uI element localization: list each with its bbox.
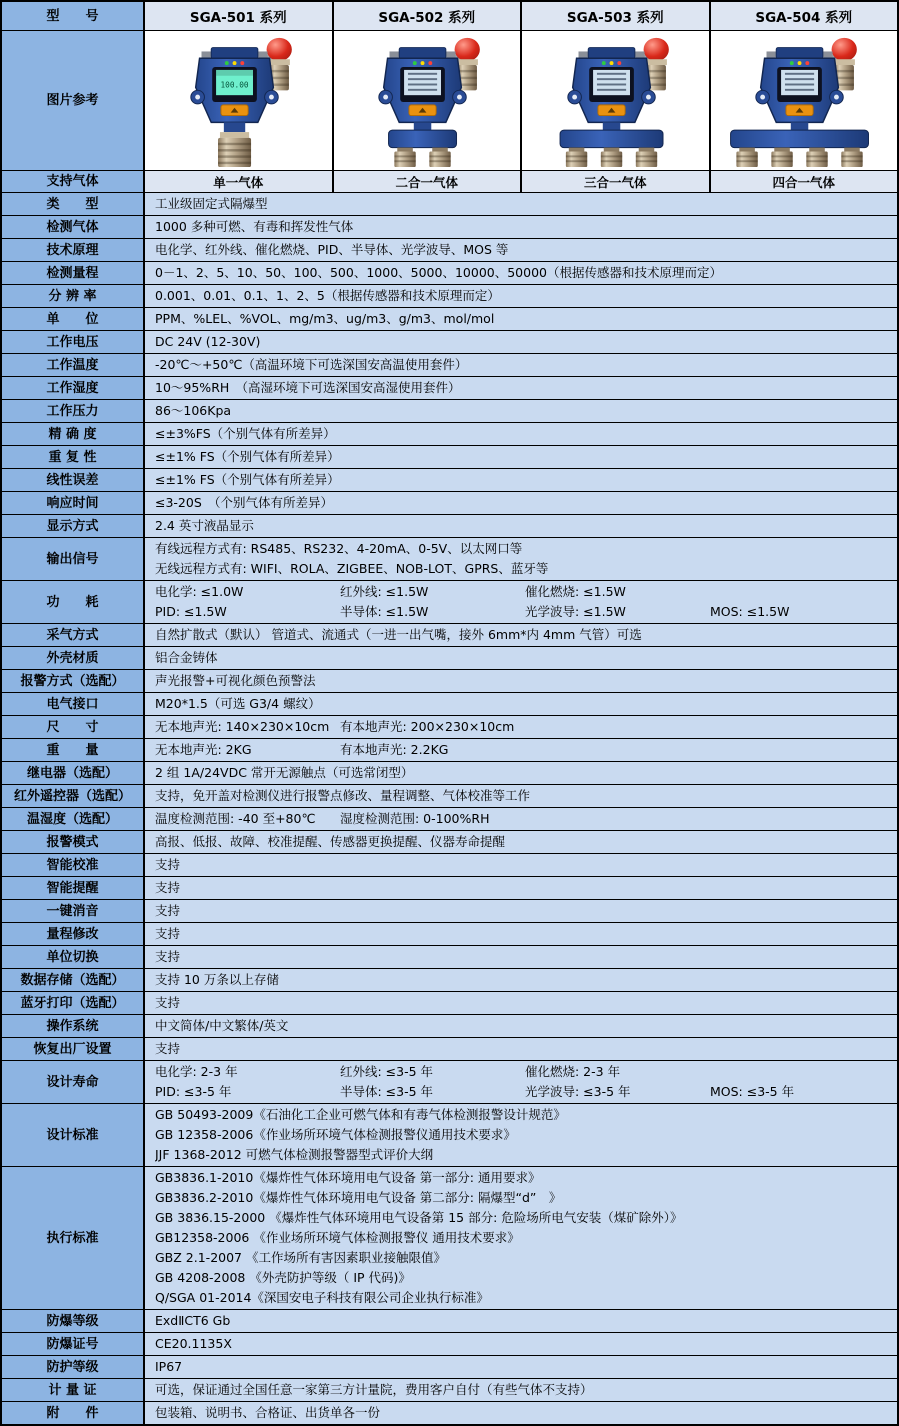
spec-value-segment: 支持: [155, 903, 181, 918]
spec-value-segment: 支持 10 万条以上存储: [155, 972, 279, 987]
gas-detector-image: [151, 33, 326, 169]
row-label: 输出信号: [2, 538, 145, 580]
row-label: 尺 寸: [2, 716, 145, 738]
row-value-cell: [145, 1038, 897, 1060]
spec-value-line: [155, 694, 891, 714]
model-header-2: SGA-502 系列: [334, 2, 523, 30]
spec-value-segment: 支持: [155, 857, 181, 872]
row-value-cell: [145, 1015, 897, 1037]
row-value-cell: [145, 831, 897, 853]
spec-value-line: [155, 378, 891, 398]
spec-row: [2, 739, 897, 762]
gas-type-2: 二合一气体: [334, 171, 523, 192]
spec-value-line: [155, 1188, 891, 1208]
spec-value-line: [155, 947, 891, 967]
spec-value-line: [155, 855, 891, 875]
spec-value-line: [155, 832, 891, 852]
gas-type-1: 单一气体: [145, 171, 334, 192]
spec-value-segment: Q/SGA 01-2014《深国安电子科技有限公司企业执行标准》: [155, 1290, 489, 1305]
spec-value-line: [155, 809, 891, 829]
row-label: 操作系统: [2, 1015, 145, 1037]
row-label-gases: 支持气体: [2, 171, 145, 192]
spec-value-line: [155, 401, 891, 421]
spec-value-segment: 红外线: ≤3-5 年: [340, 1064, 434, 1079]
spec-value-line: [155, 493, 891, 513]
spec-value-segment: 86～106Kpa: [155, 403, 232, 418]
device-image-cell-1: [145, 31, 334, 170]
spec-value-segment: 支持: [155, 926, 181, 941]
spec-value-segment: 电化学、红外线、催化燃烧、PID、半导体、光学波导、MOS 等: [155, 242, 509, 257]
spec-value-segment: 无线远程方式有: WIFI、ROLA、ZIGBEE、NOB-LOT、GPRS、蓝牙等: [155, 561, 549, 576]
spec-value-segment: ≤3-20S （个别气体有所差异）: [155, 495, 334, 510]
row-value-cell: [145, 808, 897, 830]
spec-value-line: [155, 1288, 891, 1308]
row-value-cell: [145, 239, 897, 261]
spec-value-segment: 包装箱、说明书、合格证、出货单各一份: [155, 1405, 381, 1420]
row-label-images: 图片参考: [2, 31, 145, 170]
row-value-cell: [145, 1333, 897, 1355]
spec-value-line: [155, 671, 891, 691]
row-value-cell: [145, 693, 897, 715]
spec-row: [2, 854, 897, 877]
row-label: 工作电压: [2, 331, 145, 353]
spec-value-segment: 催化燃烧: ≤1.5W: [525, 584, 626, 599]
spec-value-line: [155, 1145, 891, 1165]
row-label: 单 位: [2, 308, 145, 330]
spec-value-segment: GB12358-2006 《作业场所环境气体检测报警仪 通用技术要求》: [155, 1230, 520, 1245]
spec-value-line: [155, 901, 891, 921]
spec-row: [2, 1061, 897, 1104]
spec-row: [2, 624, 897, 647]
spec-value-line: [155, 786, 891, 806]
spec-value-segment: 半导体: ≤3-5 年: [340, 1084, 434, 1099]
spec-value-segment: 红外线: ≤1.5W: [340, 584, 429, 599]
row-label: 检测气体: [2, 216, 145, 238]
row-label: 外壳材质: [2, 647, 145, 669]
spec-value-line: [155, 1082, 891, 1102]
spec-value-line: [155, 740, 891, 760]
spec-row: [2, 969, 897, 992]
row-label: 智能校准: [2, 854, 145, 876]
spec-row: [2, 308, 897, 331]
spec-value-segment: ≤±1% FS（个别气体有所差异）: [155, 472, 340, 487]
spec-row: [2, 331, 897, 354]
spec-value-segment: 10～95%RH （高湿环境下可选深国安高湿使用套件）: [155, 380, 461, 395]
row-label: 蓝牙打印（选配）: [2, 992, 145, 1014]
spec-row: [2, 992, 897, 1015]
spec-value-line: [155, 970, 891, 990]
row-label: 检测量程: [2, 262, 145, 284]
row-label: 温湿度（选配）: [2, 808, 145, 830]
spec-value-segment: 电化学: 2-3 年: [155, 1064, 238, 1079]
spec-row: [2, 538, 897, 581]
row-label: 响应时间: [2, 492, 145, 514]
row-value-cell: [145, 423, 897, 445]
row-value-cell: [145, 285, 897, 307]
spec-value-line: [155, 1311, 891, 1331]
spec-value-segment: 高报、低报、故障、校准提醒、传感器更换提醒、仪器寿命提醒: [155, 834, 506, 849]
svg-text:100.00: 100.00: [220, 79, 249, 89]
row-value-cell: [145, 900, 897, 922]
spec-row: [2, 1015, 897, 1038]
spec-row: [2, 1038, 897, 1061]
spec-value-line: [155, 924, 891, 944]
spec-row: [2, 400, 897, 423]
spec-value-line: [155, 1039, 891, 1059]
row-label-model: 型 号: [2, 2, 145, 30]
spec-value-line: [155, 309, 891, 329]
spec-row: [2, 946, 897, 969]
spec-value-segment: 催化燃烧: 2-3 年: [525, 1064, 621, 1079]
row-label: 恢复出厂设置: [2, 1038, 145, 1060]
spec-value-line: [155, 1357, 891, 1377]
spec-value-line: [155, 625, 891, 645]
spec-value-line: [155, 470, 891, 490]
spec-row: [2, 216, 897, 239]
spec-value-segment: PID: ≤1.5W: [155, 604, 227, 619]
spec-value-segment: 有本地声光: 200×230×10cm: [340, 719, 515, 734]
spec-value-segment: 0.001、0.01、0.1、1、2、5（根据传感器和技术原理而定）: [155, 288, 500, 303]
spec-value-segment: 有本地声光: 2.2KG: [340, 742, 449, 757]
device-image-cell-3: [522, 31, 711, 170]
spec-value-line: [155, 1380, 891, 1400]
spec-value-segment: DC 24V (12-30V): [155, 334, 261, 349]
spec-value-segment: M20*1.5（可选 G3/4 螺纹）: [155, 696, 321, 711]
row-value-cell: [145, 400, 897, 422]
spec-row: [2, 693, 897, 716]
spec-row-model: [2, 2, 897, 31]
row-value-cell: [145, 262, 897, 284]
row-label: 显示方式: [2, 515, 145, 537]
spec-row: [2, 515, 897, 538]
spec-value-segment: 电化学: ≤1.0W: [155, 584, 244, 599]
spec-row: [2, 262, 897, 285]
row-label: 重 复 性: [2, 446, 145, 468]
row-label: 重 量: [2, 739, 145, 761]
row-label: 工作压力: [2, 400, 145, 422]
spec-value-segment: GB 12358-2006《作业场所环境气体检测报警仪通用技术要求》: [155, 1127, 516, 1142]
row-value-cell: [145, 446, 897, 468]
spec-value-line: [155, 1016, 891, 1036]
row-value-cell: [145, 1061, 897, 1103]
model-header-3: SGA-503 系列: [522, 2, 711, 30]
spec-value-segment: 可选，保证通过全国任意一家第三方计量院，费用客户自付（有些气体不支持）: [155, 1382, 593, 1397]
row-label: 执行标准: [2, 1167, 145, 1309]
row-label: 工作湿度: [2, 377, 145, 399]
spec-value-line: [155, 1062, 891, 1082]
row-label: 防护等级: [2, 1356, 145, 1378]
spec-row: [2, 492, 897, 515]
spec-value-line: [155, 559, 891, 579]
spec-value-line: [155, 240, 891, 260]
spec-row: [2, 831, 897, 854]
spec-row: [2, 1402, 897, 1424]
row-label: 电气接口: [2, 693, 145, 715]
spec-value-line: [155, 763, 891, 783]
spec-row: [2, 354, 897, 377]
spec-value-segment: MOS: ≤3-5 年: [710, 1084, 795, 1099]
spec-value-segment: 支持，免开盖对检测仪进行报警点修改、量程调整、气体校准等工作: [155, 788, 531, 803]
gas-type-3: 三合一气体: [522, 171, 711, 192]
spec-value-segment: 铝合金铸体: [155, 650, 218, 665]
row-label: 附 件: [2, 1402, 145, 1424]
spec-value-line: [155, 1125, 891, 1145]
spec-value-segment: JJF 1368-2012 可燃气体检测报警器型式评价大纲: [155, 1147, 434, 1162]
row-value-cell: [145, 739, 897, 761]
row-value-cell: [145, 1310, 897, 1332]
gas-detector-image: [716, 33, 891, 169]
spec-value-segment: 支持: [155, 949, 181, 964]
row-value-cell: [145, 670, 897, 692]
row-value-cell: [145, 716, 897, 738]
spec-value-segment: 湿度检测范围: 0-100%RH: [340, 811, 490, 826]
row-label: 报警模式: [2, 831, 145, 853]
spec-value-segment: ≤±3%FS（个别气体有所差异）: [155, 426, 336, 441]
row-value-cell: [145, 216, 897, 238]
spec-row: [2, 239, 897, 262]
spec-value-line: [155, 993, 891, 1013]
spec-row: [2, 1167, 897, 1310]
spec-row: [2, 581, 897, 624]
spec-value-segment: 中文简体/中文繁体/英文: [155, 1018, 289, 1033]
spec-value-segment: 支持: [155, 995, 181, 1010]
row-value-cell: [145, 762, 897, 784]
row-label: 红外遥控器（选配）: [2, 785, 145, 807]
spec-row: [2, 193, 897, 216]
spec-value-line: [155, 1228, 891, 1248]
spec-row-gases: [2, 171, 897, 193]
spec-value-segment: ≤±1% FS（个别气体有所差异）: [155, 449, 340, 464]
spec-value-line: [155, 1403, 891, 1423]
row-label: 类 型: [2, 193, 145, 215]
row-value-cell: [145, 308, 897, 330]
spec-row: [2, 1104, 897, 1167]
spec-value-segment: MOS: ≤1.5W: [710, 604, 790, 619]
spec-value-line: [155, 263, 891, 283]
row-value-cell: [145, 377, 897, 399]
row-label: 线性误差: [2, 469, 145, 491]
model-header-1: SGA-501 系列: [145, 2, 334, 30]
spec-value-segment: 0－1、2、5、10、50、100、500、1000、5000、10000、50000（根据传感器和技术原理而定）: [155, 265, 722, 280]
spec-value-line: [155, 447, 891, 467]
row-label: 防爆等级: [2, 1310, 145, 1332]
row-label: 一键消音: [2, 900, 145, 922]
spec-value-segment: 光学波导: ≤3-5 年: [525, 1084, 631, 1099]
row-value-cell: [145, 331, 897, 353]
row-label: 防爆证号: [2, 1333, 145, 1355]
row-label: 量程修改: [2, 923, 145, 945]
spec-value-line: [155, 539, 891, 559]
spec-row: [2, 423, 897, 446]
spec-value-line: [155, 286, 891, 306]
spec-row: [2, 469, 897, 492]
row-value-cell: [145, 1104, 897, 1166]
spec-value-segment: GB3836.1-2010《爆炸性气体环境用电气设备 第一部分: 通用要求》: [155, 1170, 541, 1185]
spec-row-images: [2, 31, 897, 171]
device-image-cell-2: [334, 31, 523, 170]
spec-value-line: [155, 1248, 891, 1268]
spec-row: [2, 377, 897, 400]
model-header-4: SGA-504 系列: [711, 2, 898, 30]
spec-value-segment: 光学波导: ≤1.5W: [525, 604, 626, 619]
spec-value-line: [155, 878, 891, 898]
row-label: 数据存储（选配）: [2, 969, 145, 991]
row-value-cell: [145, 492, 897, 514]
spec-value-segment: PID: ≤3-5 年: [155, 1084, 232, 1099]
row-value-cell: [145, 923, 897, 945]
spec-value-segment: 无本地声光: 2KG: [155, 742, 252, 757]
row-label: 技术原理: [2, 239, 145, 261]
spec-value-segment: 温度检测范围: -40 至+80℃: [155, 811, 316, 826]
spec-value-line: [155, 217, 891, 237]
row-value-cell: [145, 581, 897, 623]
spec-value-segment: 有线远程方式有: RS485、RS232、4-20mA、0-5V、以太网口等: [155, 541, 523, 556]
row-value-cell: [145, 469, 897, 491]
row-label: 报警方式（选配）: [2, 670, 145, 692]
spec-row: [2, 762, 897, 785]
spec-value-line: [155, 1168, 891, 1188]
spec-value-line: [155, 1105, 891, 1125]
spec-value-segment: GB 3836.15-2000 《爆炸性气体环境用电气设备第 15 部分: 危险场所电气安装（煤矿除外）》: [155, 1210, 683, 1225]
spec-row: [2, 1310, 897, 1333]
spec-value-line: [155, 648, 891, 668]
spec-value-segment: 半导体: ≤1.5W: [340, 604, 429, 619]
spec-row: [2, 877, 897, 900]
spec-value-line: [155, 582, 891, 602]
spec-value-segment: 支持: [155, 880, 181, 895]
spec-row: [2, 900, 897, 923]
spec-value-segment: 工业级固定式隔爆型: [155, 196, 268, 211]
spec-row: [2, 285, 897, 308]
row-value-cell: [145, 1379, 897, 1401]
gas-type-4: 四合一气体: [711, 171, 898, 192]
gas-detector-image: [528, 33, 703, 169]
row-value-cell: [145, 854, 897, 876]
spec-value-line: [155, 332, 891, 352]
spec-value-segment: CE20.1135X: [155, 1336, 232, 1351]
spec-row: [2, 647, 897, 670]
row-label: 采气方式: [2, 624, 145, 646]
row-label: 计 量 证: [2, 1379, 145, 1401]
row-value-cell: [145, 1356, 897, 1378]
spec-row: [2, 785, 897, 808]
spec-row: [2, 670, 897, 693]
spec-value-line: [155, 1334, 891, 1354]
row-label: 工作温度: [2, 354, 145, 376]
row-value-cell: [145, 877, 897, 899]
spec-value-segment: 1000 多种可燃、有毒和挥发性气体: [155, 219, 354, 234]
row-value-cell: [145, 969, 897, 991]
spec-value-segment: GB3836.2-2010《爆炸性气体环境用电气设备 第二部分: 隔爆型“d” 》: [155, 1190, 562, 1205]
gas-detector-image: [339, 33, 514, 169]
spec-value-segment: GB 50493-2009《石油化工企业可燃气体和有毒气体检测报警设计规范》: [155, 1107, 566, 1122]
spec-value-line: [155, 516, 891, 536]
spec-value-segment: -20℃～+50℃（高温环境下可选深国安高温使用套件）: [155, 357, 468, 372]
row-value-cell: [145, 1402, 897, 1424]
spec-value-segment: ExdⅡCT6 Gb: [155, 1313, 231, 1328]
spec-value-segment: PPM、%LEL、%VOL、mg/m3、ug/m3、g/m3、mol/mol: [155, 311, 495, 326]
spec-row: [2, 1356, 897, 1379]
row-label: 智能提醒: [2, 877, 145, 899]
spec-value-line: [155, 355, 891, 375]
spec-value-segment: 支持: [155, 1041, 181, 1056]
spec-row: [2, 923, 897, 946]
row-label: 设计标准: [2, 1104, 145, 1166]
row-value-cell: [145, 946, 897, 968]
spec-row: [2, 1333, 897, 1356]
spec-value-line: [155, 194, 891, 214]
spec-row: [2, 446, 897, 469]
row-value-cell: [145, 624, 897, 646]
row-value-cell: [145, 785, 897, 807]
spec-value-segment: 无本地声光: 140×230×10cm: [155, 719, 330, 734]
row-value-cell: [145, 992, 897, 1014]
spec-value-segment: IP67: [155, 1359, 183, 1374]
row-value-cell: [145, 354, 897, 376]
spec-value-line: [155, 717, 891, 737]
row-value-cell: [145, 193, 897, 215]
device-image-cell-4: [711, 31, 898, 170]
row-label: 单位切换: [2, 946, 145, 968]
row-label: 功 耗: [2, 581, 145, 623]
spec-value-line: [155, 1208, 891, 1228]
spec-row: [2, 716, 897, 739]
spec-row: [2, 808, 897, 831]
spec-value-segment: GB 4208-2008 《外壳防护等级（ IP 代码)》: [155, 1270, 411, 1285]
row-value-cell: [145, 1167, 897, 1309]
row-value-cell: [145, 515, 897, 537]
spec-value-line: [155, 602, 891, 622]
row-value-cell: [145, 538, 897, 580]
spec-value-segment: 2.4 英寸液晶显示: [155, 518, 254, 533]
spec-value-segment: GBZ 2.1-2007 《工作场所有害因素职业接触限值》: [155, 1250, 446, 1265]
spec-value-segment: 2 组 1A/24VDC 常开无源触点（可选常闭型）: [155, 765, 414, 780]
row-label: 继电器（选配）: [2, 762, 145, 784]
spec-value-line: [155, 424, 891, 444]
spec-value-segment: 声光报警+可视化颜色预警法: [155, 673, 316, 688]
spec-value-segment: 自然扩散式（默认） 管道式、流通式（一进一出气嘴，接外 6mm*内 4mm 气管）可选: [155, 627, 642, 642]
row-label: 设计寿命: [2, 1061, 145, 1103]
row-value-cell: [145, 647, 897, 669]
spec-value-line: [155, 1268, 891, 1288]
row-label: 精 确 度: [2, 423, 145, 445]
spec-row: [2, 1379, 897, 1402]
row-label: 分 辨 率: [2, 285, 145, 307]
